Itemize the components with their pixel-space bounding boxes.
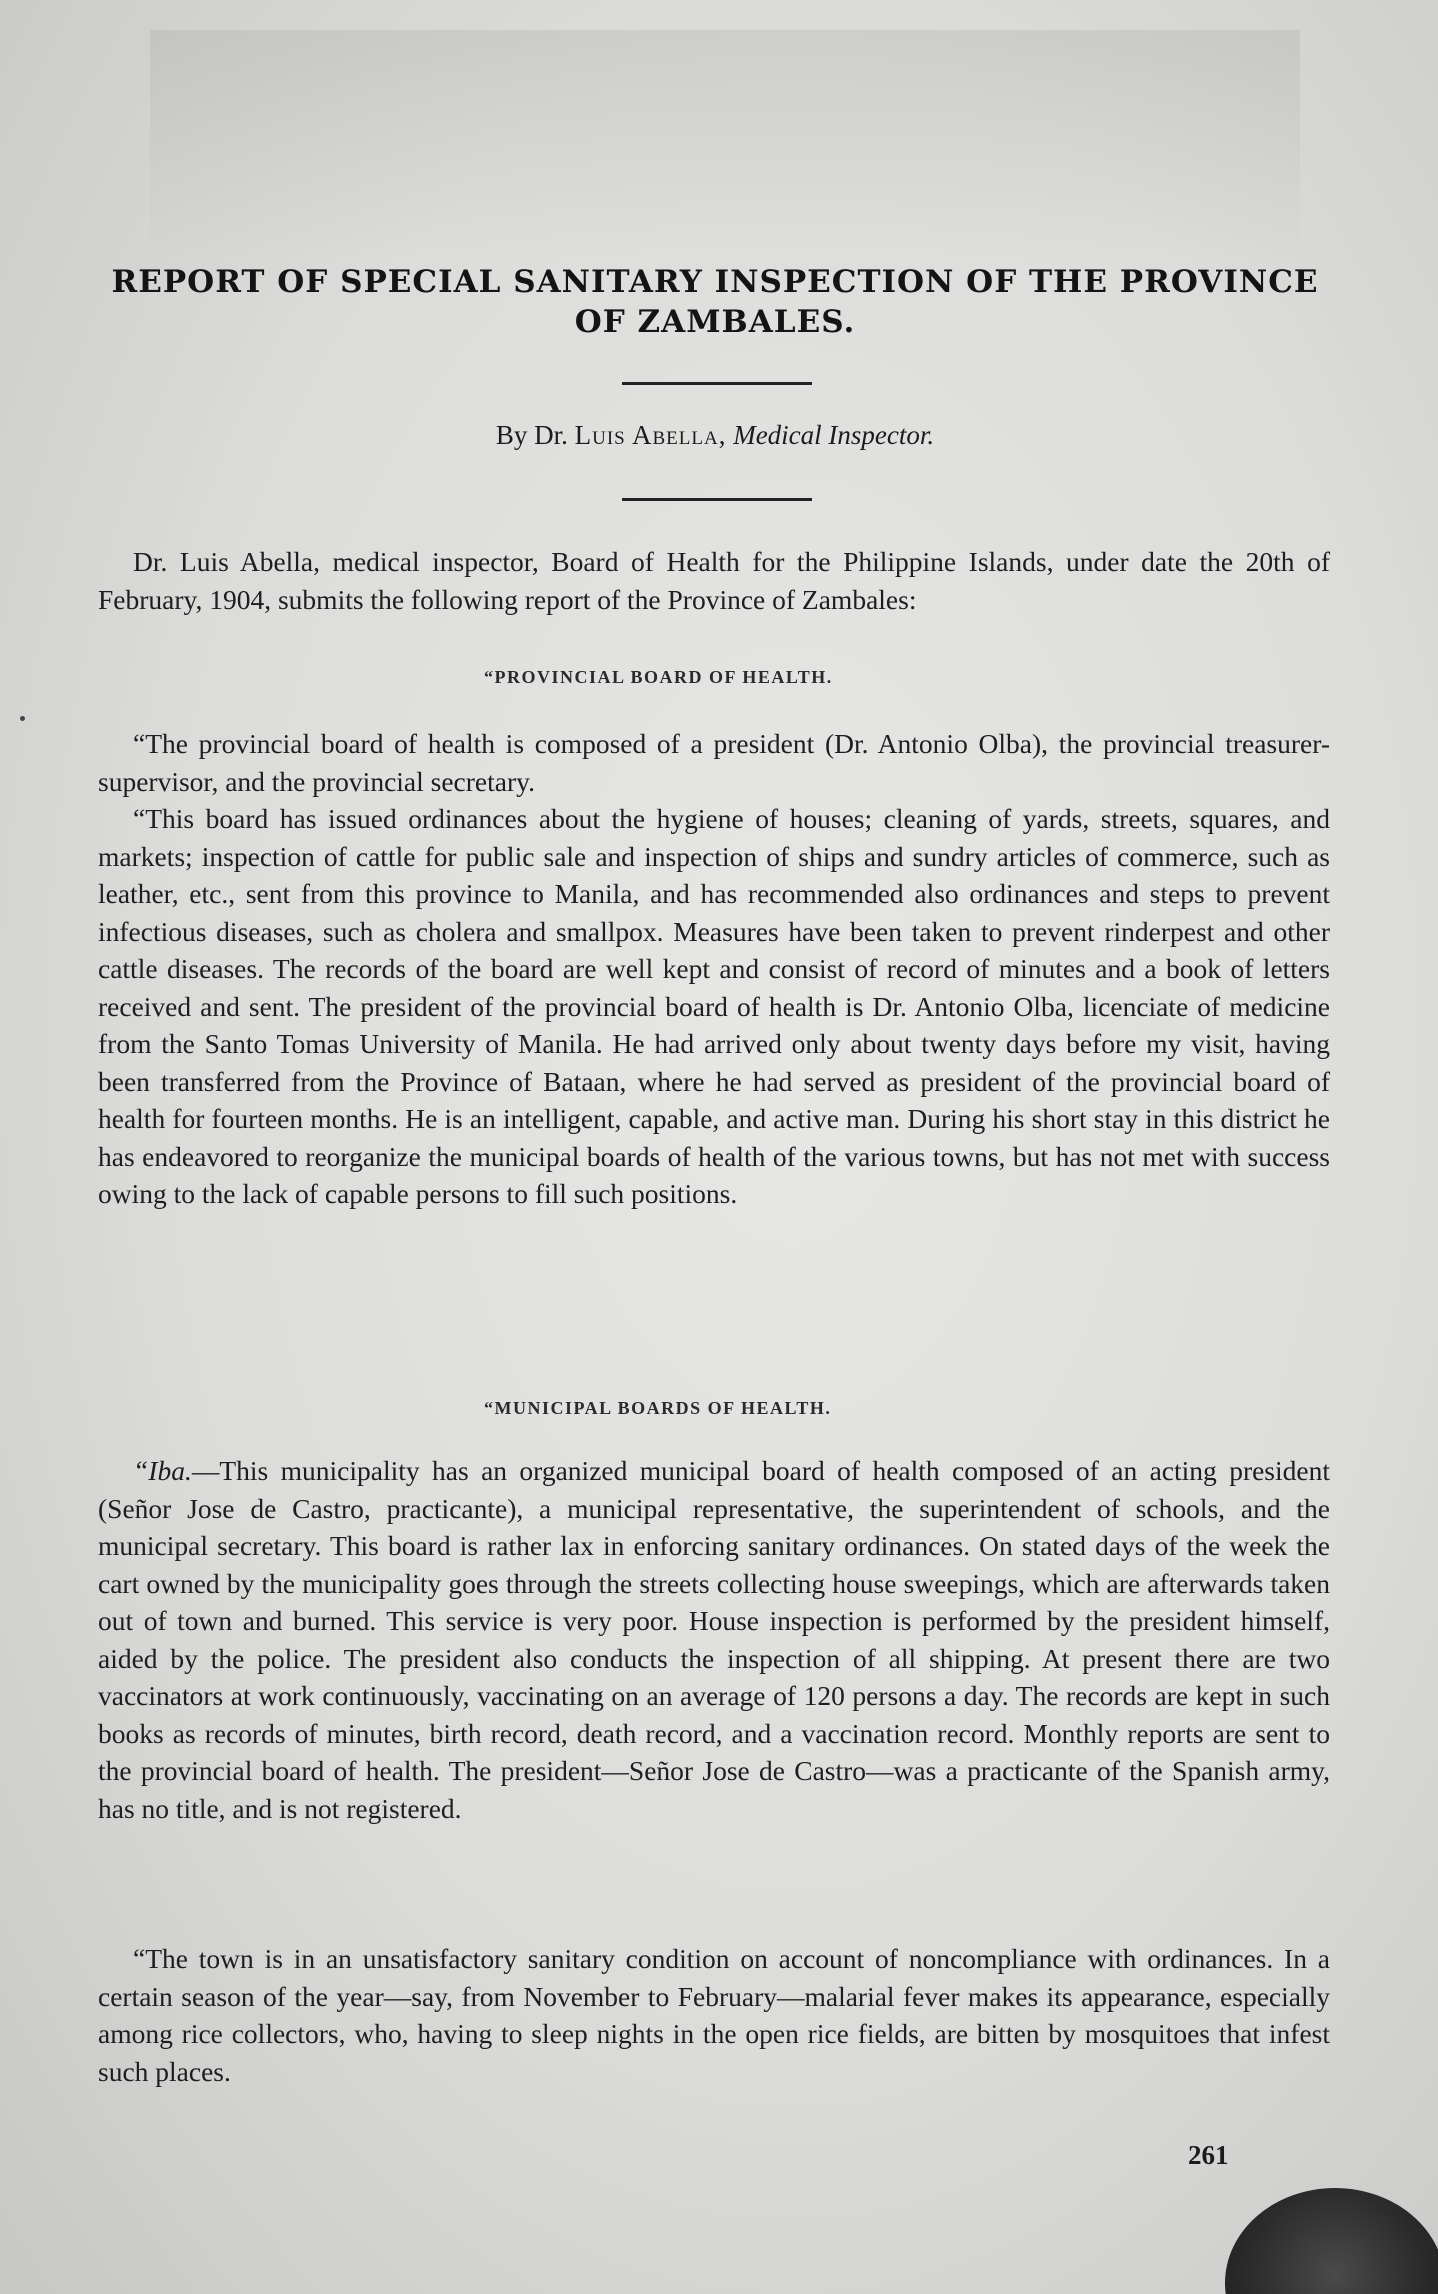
report-title: REPORT OF SPECIAL SANITARY INSPECTION OF THE PROVINCE OF ZAMBALES.: [111, 264, 1319, 340]
thumb-shadow: [1225, 2188, 1438, 2294]
page-number: 261: [1188, 2140, 1229, 2170]
section-heading-municipal: “MUNICIPAL BOARDS OF HEALTH.: [484, 1398, 832, 1418]
byline-prefix: By Dr.: [495, 420, 568, 450]
byline: [90, 418, 1340, 452]
iba-lead: “Iba.: [133, 1455, 192, 1486]
iba-paragraph-text: —This municipality has an organized municipal board of health composed of an acting president (Señor Jose de Castro, practicante), a municipal representative, the superintendent of schools, and the municipal secretary. This board is rather lax in enforcing sanitary ordinances. On stated days of the week the cart owned by the municipality goes through the streets collecting house sweepings, which are afterwards taken out of town and burned. This service is very poor. House inspection is performed by the president himself, aided by the police. The president also conducts the inspection of all shipping. At present there are two vaccinators at work continuously, vaccinating on an average of 120 persons a day. The records are kept in such books as records of minutes, birth record, death record, and a vaccination record. Monthly reports are sent to the provincial board of health. The president—Señor Jose de Castro—was a practicante of the Spanish army, has no title, and is not registered.: [98, 1455, 1330, 1824]
byline-author: Luis Abella,: [574, 420, 727, 450]
iba-paragraph: [98, 1452, 1330, 1827]
town-condition-paragraph: “The town is in an unsatisfactory sanitary condition on account of noncompliance with ordinances. In a certain season of the year—say, from November to February—malarial fever makes its appearance, especially among rice collectors, who, having to sleep nights in the open rice fields, are bitten by mosquitoes that infest such places.: [98, 1943, 1330, 2087]
title-rule: [622, 382, 812, 385]
byline-rule: [622, 498, 812, 501]
provincial-paragraph-2: “This board has issued ordinances about the hygiene of houses; cleaning of yards, streets, squares, and markets; inspection of cattle for public sale and inspection of ships and sundry articles of commerce, such as leather, etc., sent from this province to Manila, and has recommended also ordinances and steps to prevent infectious diseases, such as cholera and smallpox. Measures have been taken to prevent rinderpest and other cattle diseases. The records of the board are well kept and consist of record of minutes and a book of letters received and sent. The president of the provincial board of health is Dr. Antonio Olba, licenciate of medicine from the Santo Tomas University of Manila. He had arrived only about twenty days before my visit, having been transferred from the Province of Bataan, where he had served as president of the provincial board of health for fourteen months. He is an intelligent, capable, and active man. During his short stay in this district he has endeavored to reorganize the municipal boards of health of the various towns, but has not met with success owing to the lack of capable persons to fill such positions.: [98, 803, 1330, 1209]
section-heading-provincial: “PROVINCIAL BOARD OF HEALTH.: [484, 667, 833, 687]
intro-paragraph: Dr. Luis Abella, medical inspector, Board of Health for the Philippine Islands, under date the 20th of February, 1904, submits the following report of the Province of Zambales:: [98, 546, 1330, 615]
provincial-paragraph-1: “The provincial board of health is composed of a president (Dr. Antonio Olba), the provincial treasurer-supervisor, and the provincial secretary.: [98, 728, 1330, 797]
bleed-through-shadow: [150, 30, 1300, 260]
byline-role: Medical Inspector.: [733, 420, 935, 450]
margin-speck: [20, 716, 25, 721]
